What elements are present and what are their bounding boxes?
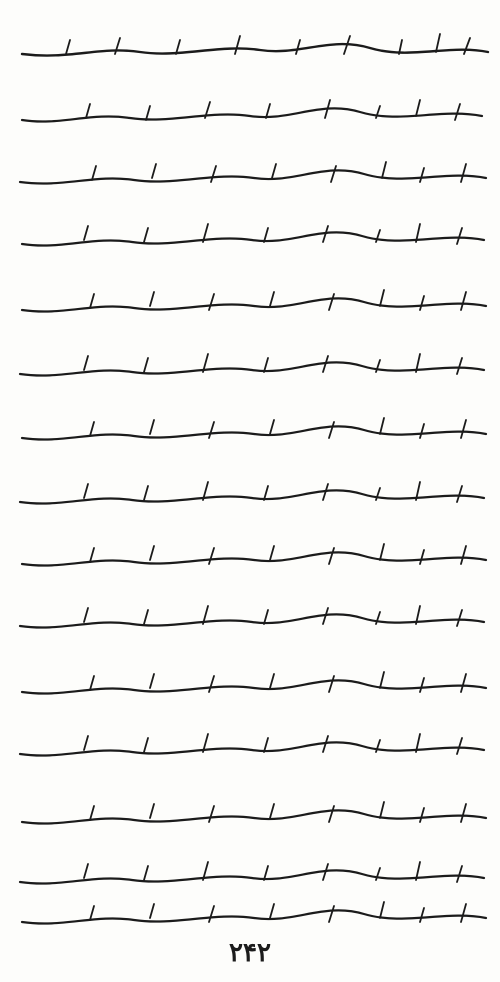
handwritten-line <box>20 162 486 184</box>
handwritten-line <box>22 544 486 566</box>
handwritten-line <box>22 418 486 440</box>
handwritten-line <box>22 802 486 824</box>
handwritten-line <box>22 902 486 924</box>
handwritten-line <box>22 672 486 694</box>
handwritten-line <box>20 354 484 376</box>
handwritten-line <box>20 482 484 504</box>
handwritten-line <box>22 34 488 56</box>
handwritten-line <box>22 290 486 312</box>
page-number: ۲۴۲ <box>229 938 271 968</box>
handwritten-line <box>22 100 482 122</box>
handwritten-line <box>20 606 484 628</box>
handwritten-line <box>20 734 484 756</box>
handwritten-line <box>20 862 484 884</box>
handwritten-line <box>22 224 484 246</box>
